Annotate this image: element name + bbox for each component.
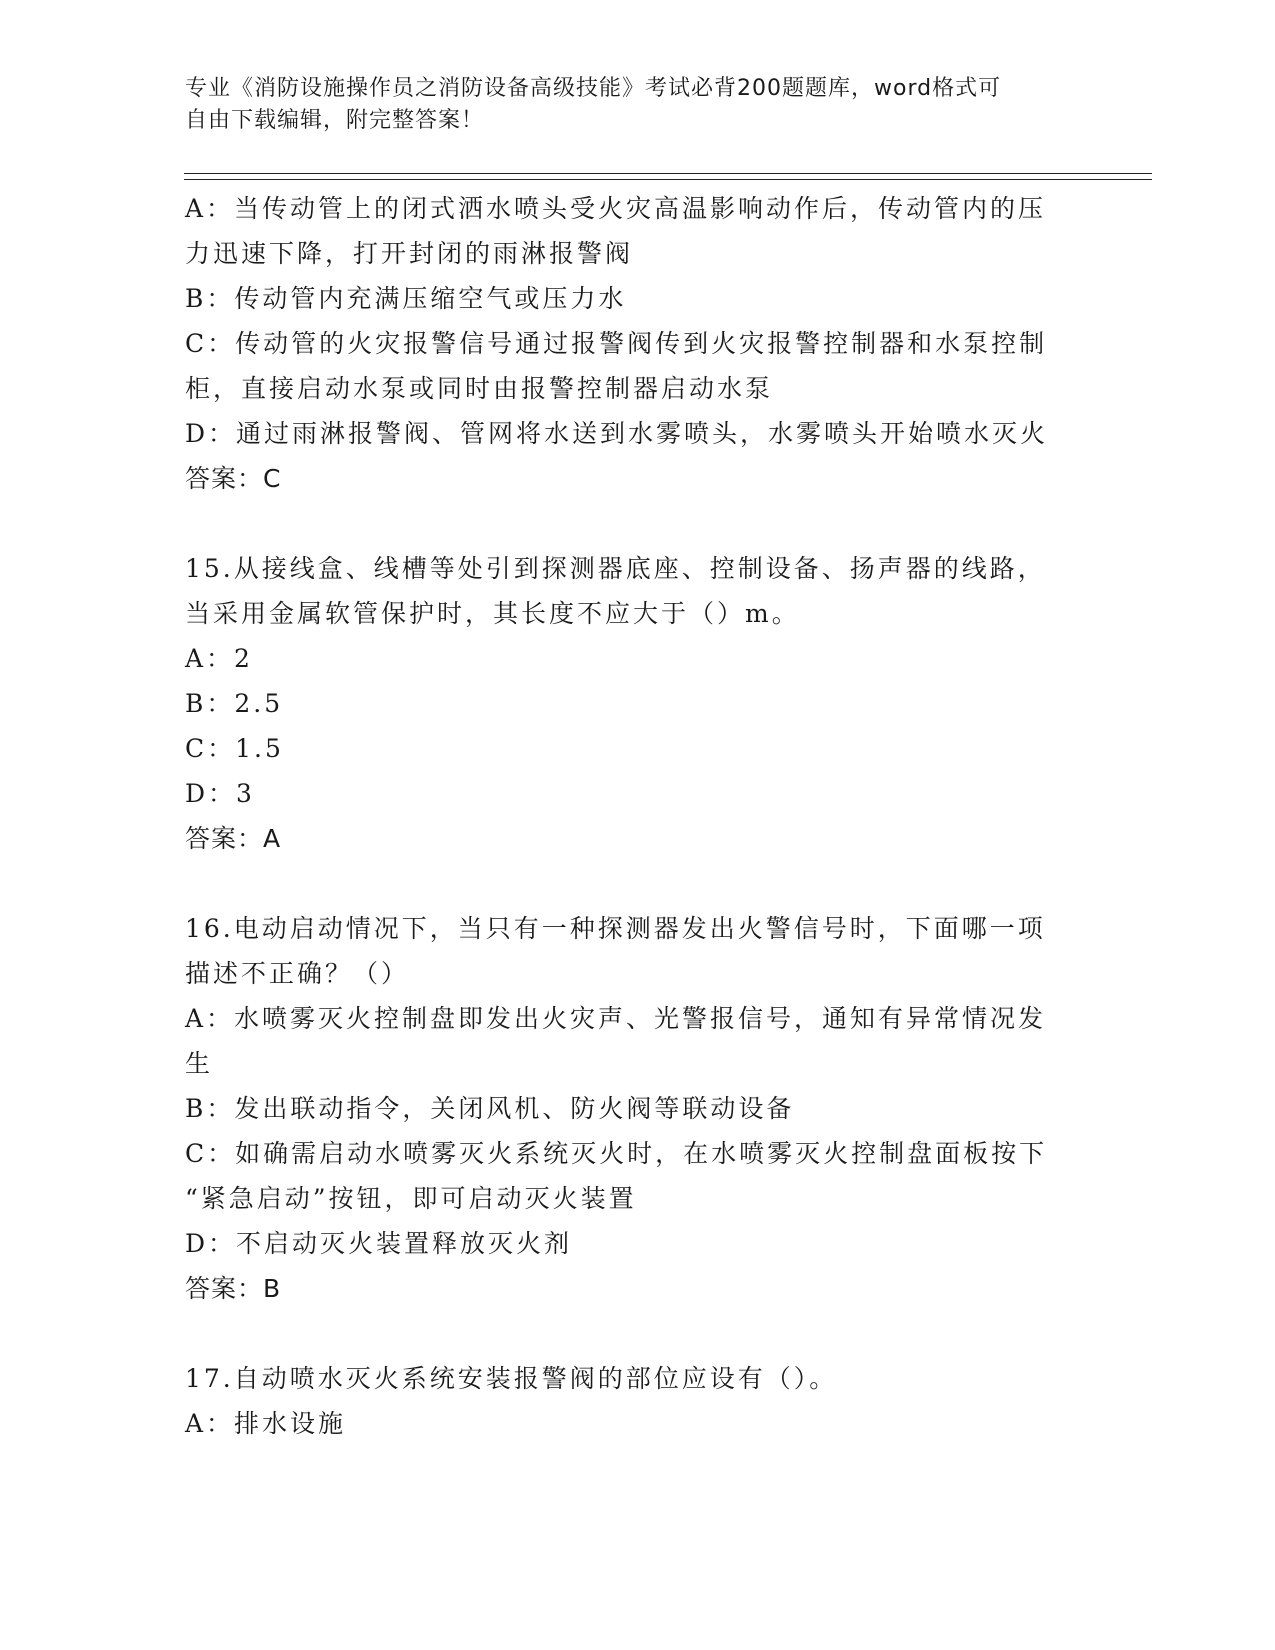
question-stem-continued: 当采用金属软管保护时，其长度不应大于（）m。	[185, 599, 800, 628]
question-stem: 17.自动喷水灭火系统安装报警阀的部位应设有（）。	[185, 1364, 838, 1393]
question-stem: 15.从接线盒、线槽等处引到探测器底座、控制设备、扬声器的线路，	[185, 554, 1046, 583]
document-header	[185, 73, 1065, 137]
option-b: B：传动管内充满压缩空气或压力水	[185, 284, 627, 313]
answer: 答案：C	[185, 464, 282, 493]
option-d: D：通过雨淋报警阀、管网将水送到水雾喷头，水雾喷头开始喷水灭火	[185, 419, 1049, 448]
option-c: C：1.5	[185, 734, 284, 763]
option-a-continued: 力迅速下降，打开封闭的雨淋报警阀	[185, 239, 634, 268]
header-divider-bottom	[184, 179, 1152, 180]
spacer	[185, 501, 1105, 546]
option-b: B：2.5	[185, 689, 284, 718]
option-c-continued: “紧急启动”按钮，即可启动灭火装置	[185, 1184, 637, 1213]
question-stem: 16.电动启动情况下，当只有一种探测器发出火警信号时，下面哪一项	[185, 914, 1046, 943]
option-a: A：水喷雾灭火控制盘即发出火灾声、光警报信号，通知有异常情况发	[185, 1004, 1047, 1033]
spacer	[185, 861, 1105, 906]
header-line-2: 自由下载编辑，附完整答案！	[185, 108, 485, 133]
option-b: B：发出联动指令，关闭风机、防火阀等联动设备	[185, 1094, 795, 1123]
option-a-continued: 生	[185, 1049, 214, 1078]
option-a: A：当传动管上的闭式洒水喷头受火灾高温影响动作后，传动管内的压	[185, 194, 1047, 223]
option-c: C：传动管的火灾报警信号通过报警阀传到火灾报警控制器和水泵控制	[185, 329, 1048, 358]
option-a: A：排水设施	[185, 1409, 347, 1438]
spacer	[185, 1311, 1105, 1356]
answer: 答案：B	[185, 1274, 282, 1303]
option-c: C：如确需启动水喷雾灭火系统灭火时，在水喷雾灭火控制盘面板按下	[185, 1139, 1048, 1168]
option-d: D：3	[185, 779, 255, 808]
question-14	[185, 186, 1105, 501]
question-16	[185, 906, 1105, 1311]
answer: 答案：A	[185, 824, 282, 853]
option-a: A：2	[185, 644, 253, 673]
question-17	[185, 1356, 1105, 1446]
question-15	[185, 546, 1105, 861]
option-d: D：不启动灭火装置释放灭火剂	[185, 1229, 573, 1258]
question-list	[185, 186, 1105, 1446]
header-line-1: 专业《消防设施操作员之消防设备高级技能》考试必背200题题库，word格式可	[185, 76, 1002, 101]
header-divider-top	[184, 173, 1152, 174]
option-c-continued: 柜，直接启动水泵或同时由报警控制器启动水泵	[185, 374, 774, 403]
question-stem-continued: 描述不正确？（）	[185, 959, 410, 988]
